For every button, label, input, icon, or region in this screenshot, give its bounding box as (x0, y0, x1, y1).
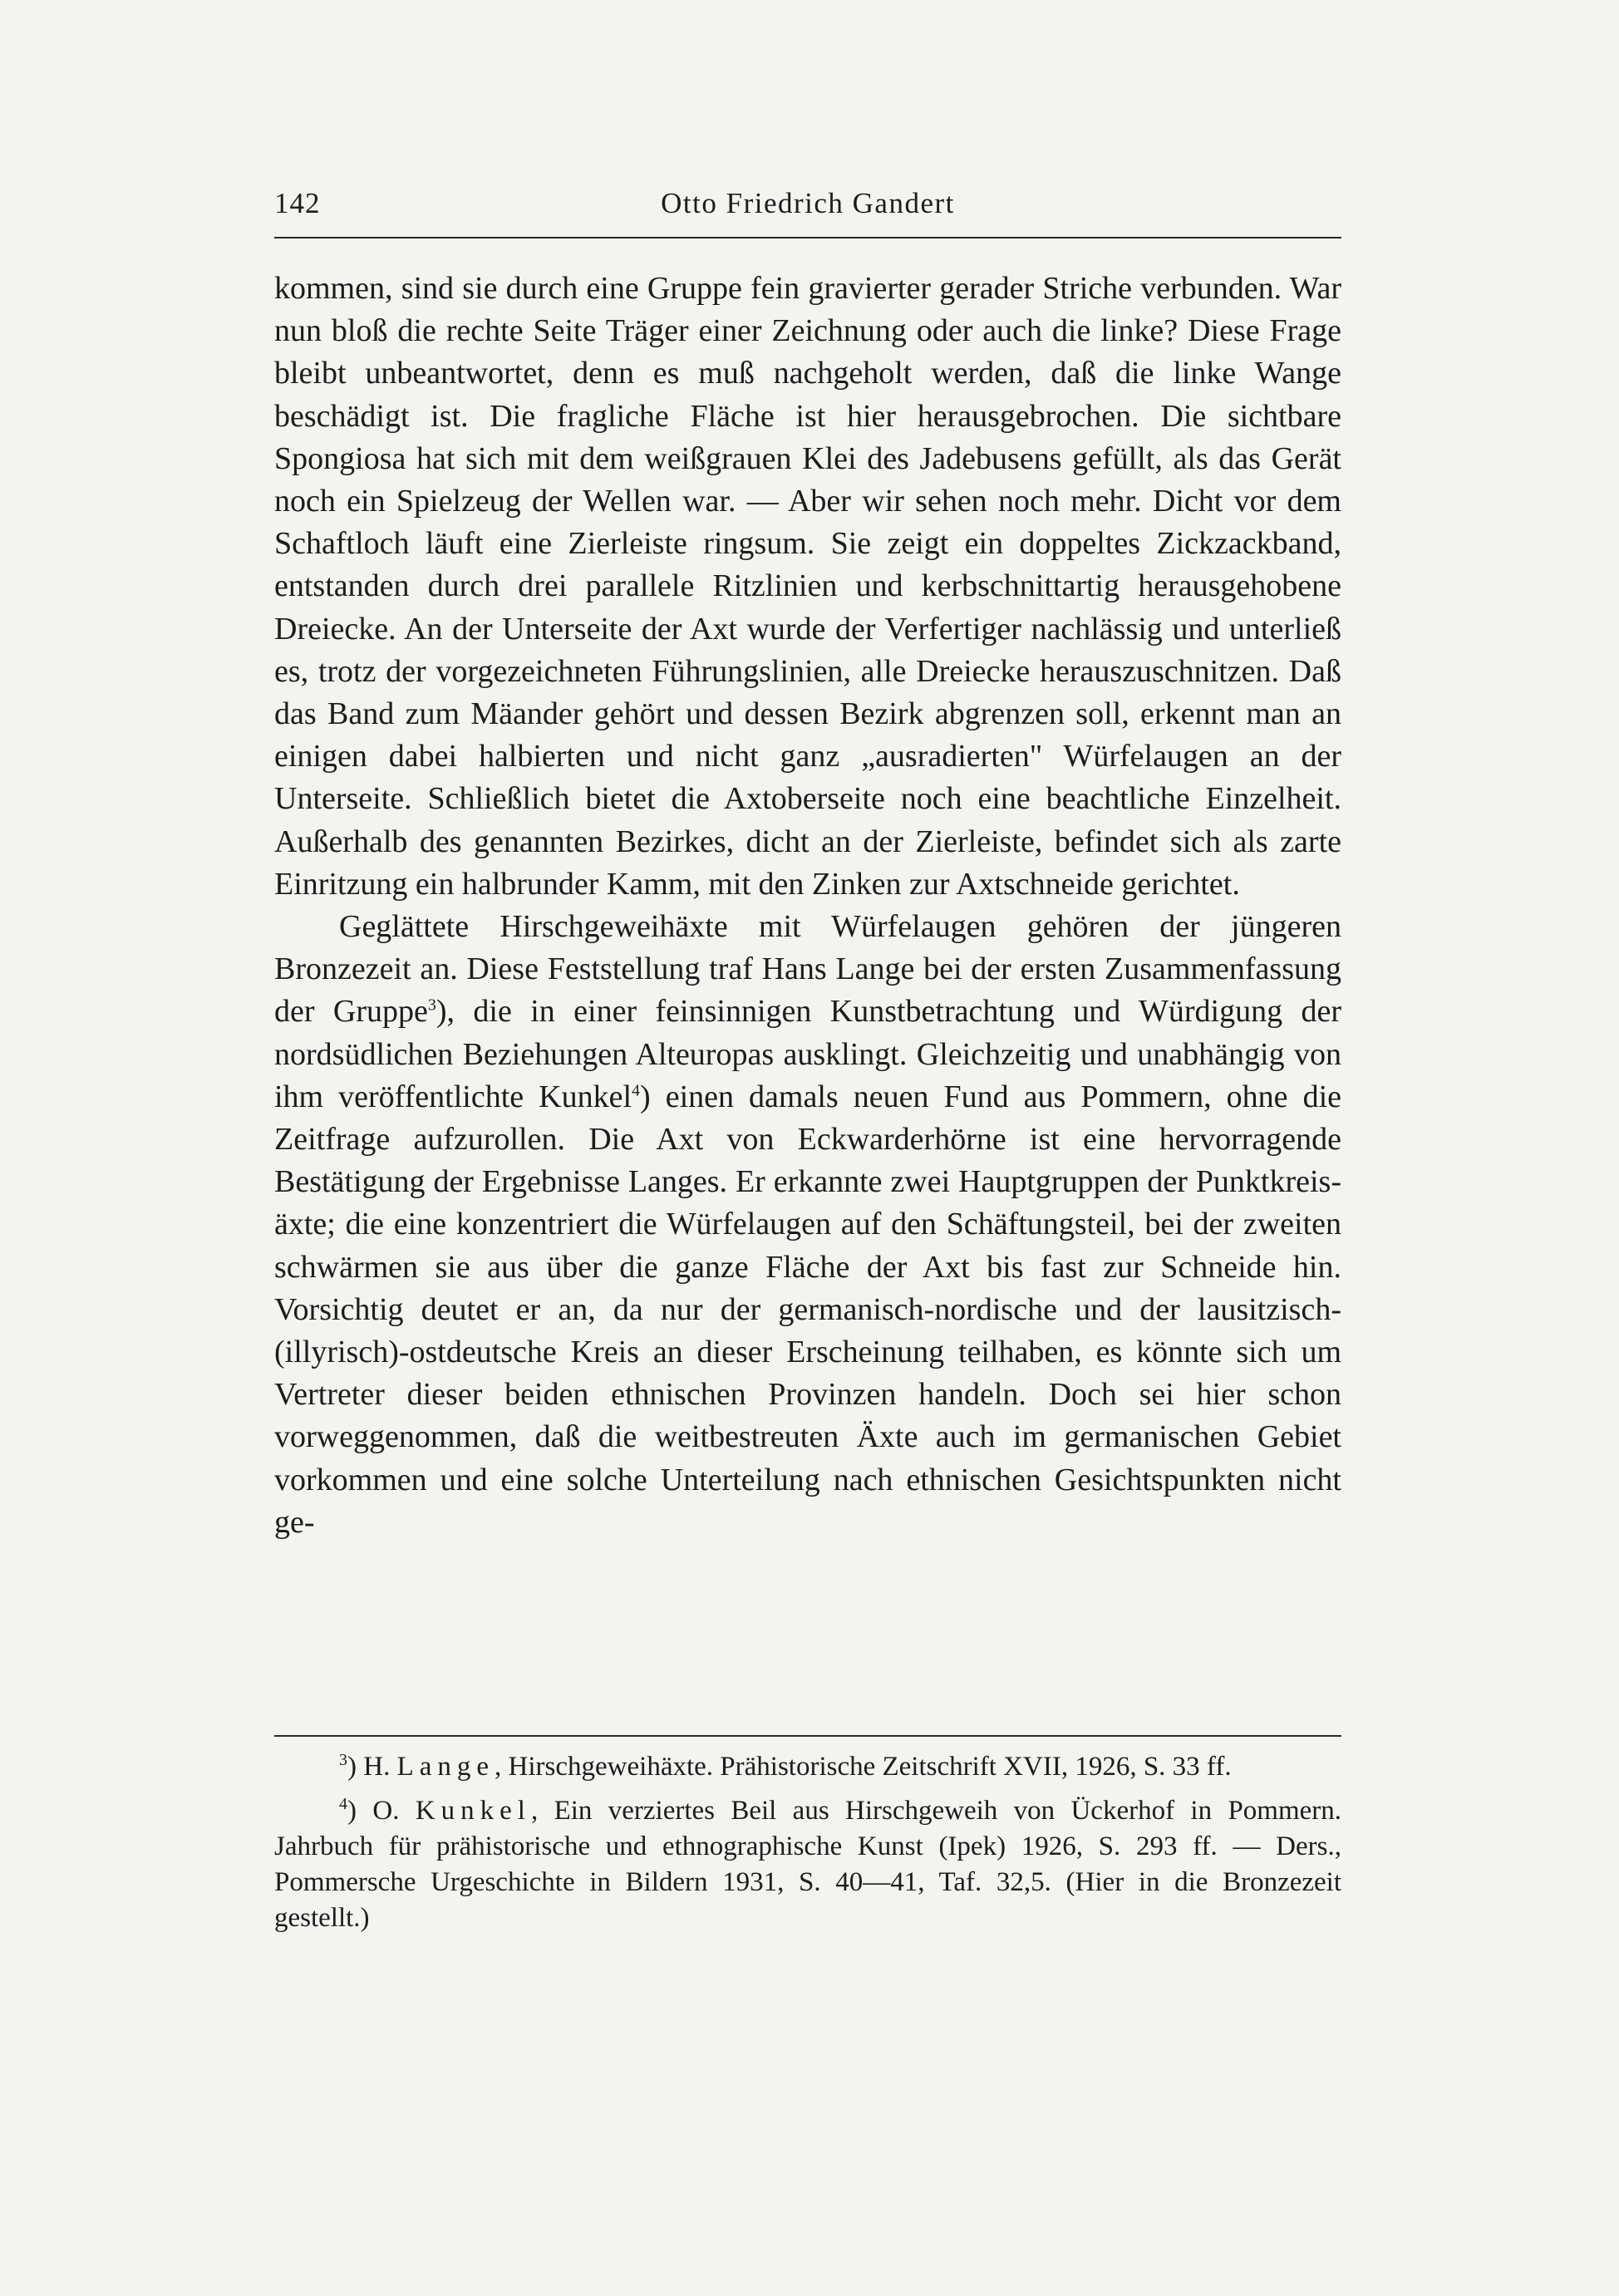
page-number: 142 (274, 187, 321, 219)
footnote-3 (274, 1749, 1341, 1785)
body-text (274, 268, 1341, 1544)
footnote-rule (274, 1735, 1341, 1737)
footnote-3-bracket: ) (347, 1752, 357, 1782)
paragraph-1: kommen, sind sie durch eine Gruppe fein gravierter gerader Striche verbunden. War nun bloß die rechte Seite Träger einer Zeichnung oder auch die linke? Diese Frage bleibt unbeantwortet, denn es muß nachgeholt werden, daß die linke Wange beschädigt ist. Die fragliche Fläche ist hier herausgebrochen. Die sichtbare Spongiosa hat sich mit dem weißgrauen Klei des Jadebusens gefüllt, als das Gerät noch ein Spielzeug der Wellen war. — Aber wir sehen noch mehr. Dicht vor dem Schaftloch läuft eine Zierleiste ringsum. Sie zeigt ein doppeltes Zickzackband, entstanden durch drei parallele Ritzlinien und kerbschnittartig herausgehobene Dreiecke. An der Unterseite der Axt wurde der Verfertiger nachlässig und unterließ es, trotz der vorgezeichneten Führungslinien, alle Dreiecke herauszuschnitzen. Daß das Band zum Mäander gehört und dessen Bezirk abgrenzen soll, erkennt man an einigen dabei halbierten und nicht ganz „ausradierten" Würfelaugen an der Unterseite. Schließlich bietet die Axtoberseite noch eine beachtliche Einzelheit. Außerhalb des genannten Bezirkes, dicht an der Zierleiste, befindet sich als zarte Einritzung ein halbrunder Kamm, mit den Zinken zur Axtschneide gerichtet. (274, 271, 1341, 902)
paragraph-2-text-a: Geglättete Hirschgeweihäxte mit Würfelaugen gehören der jüngeren Bronzezeit an. Diese Feststellung traf Hans Lange bei der ersten Zusammenfassung der Gruppe (274, 909, 1341, 1030)
header-title: Otto Friedrich Gandert (661, 187, 955, 219)
footnote-4-text: , Ein verziertes Beil aus Hirschgeweih von Ückerhof in Pommern. Jahrbuch für prähistorische und ethnographische Kunst (Ipek) 1926, S. 293 ff. — Ders., Pommersche Urgeschichte in Bildern 1931, S. 40—41, Taf. 32,5. (Hier in die Bronzezeit gestellt.) (274, 1796, 1342, 1933)
footnote-3-initial: H. (363, 1752, 391, 1782)
book-page (274, 0, 1341, 2296)
footnote-4 (274, 1793, 1341, 1936)
paragraph-2-text-b: ), die in einer feinsinnigen Kunstbetrachtung und Würdigung der nordsüdlichen Beziehungen Alteuropas ausklingt. Gleichzeitig und unabhängig von ihm veröffentlichte Kunkel (274, 994, 1341, 1114)
footnote-3-text: , Hirschgeweihäxte. Prähistorische Zeitschrift XVII, 1926, S. 33 ff. (495, 1752, 1232, 1782)
footnote-4-initial: O. (372, 1796, 400, 1826)
footnote-4-mark: 4 (339, 1795, 347, 1813)
footnote-3-mark: 3 (339, 1751, 347, 1769)
footnote-ref-3: 3 (427, 996, 436, 1015)
footnote-3-author: Lange (396, 1752, 495, 1782)
footnote-ref-4: 4 (632, 1081, 641, 1100)
running-head (274, 187, 1341, 229)
paragraph-2 (274, 906, 1341, 1544)
header-rule (274, 237, 1341, 238)
paragraph-2-text-c: ) einen damals neuen Fund aus Pommern, ohne die Zeitfrage aufzurollen. Die Axt von Eckwarderhörne ist eine hervorragende Bestätigung der Ergebnisse Langes. Er erkannte zwei Hauptgruppen der Punktkreisäxte; die eine konzentriert die Würfelaugen auf den Schäftungsteil, bei der zweiten schwärmen sie aus über die ganze Fläche der Axt bis fast zur Schneide hin. Vorsichtig deutet er an, da nur der germanisch-nordische und der lausitzisch-(illyrisch)-ostdeutsche Kreis an dieser Erscheinung teilhaben, es könnte sich um Vertreter dieser beiden ethnischen Provinzen handeln. Doch sei hier schon vorweggenommen, daß die weitbestreuten Äxte auch im germanischen Gebiet vorkommen und eine solche Unterteilung nach ethnischen Gesichtspunkten nicht ge- (274, 1079, 1341, 1540)
footnote-4-author: Kunkel (415, 1796, 531, 1826)
footnotes (274, 1749, 1341, 1944)
footnote-4-bracket: ) (347, 1796, 357, 1826)
